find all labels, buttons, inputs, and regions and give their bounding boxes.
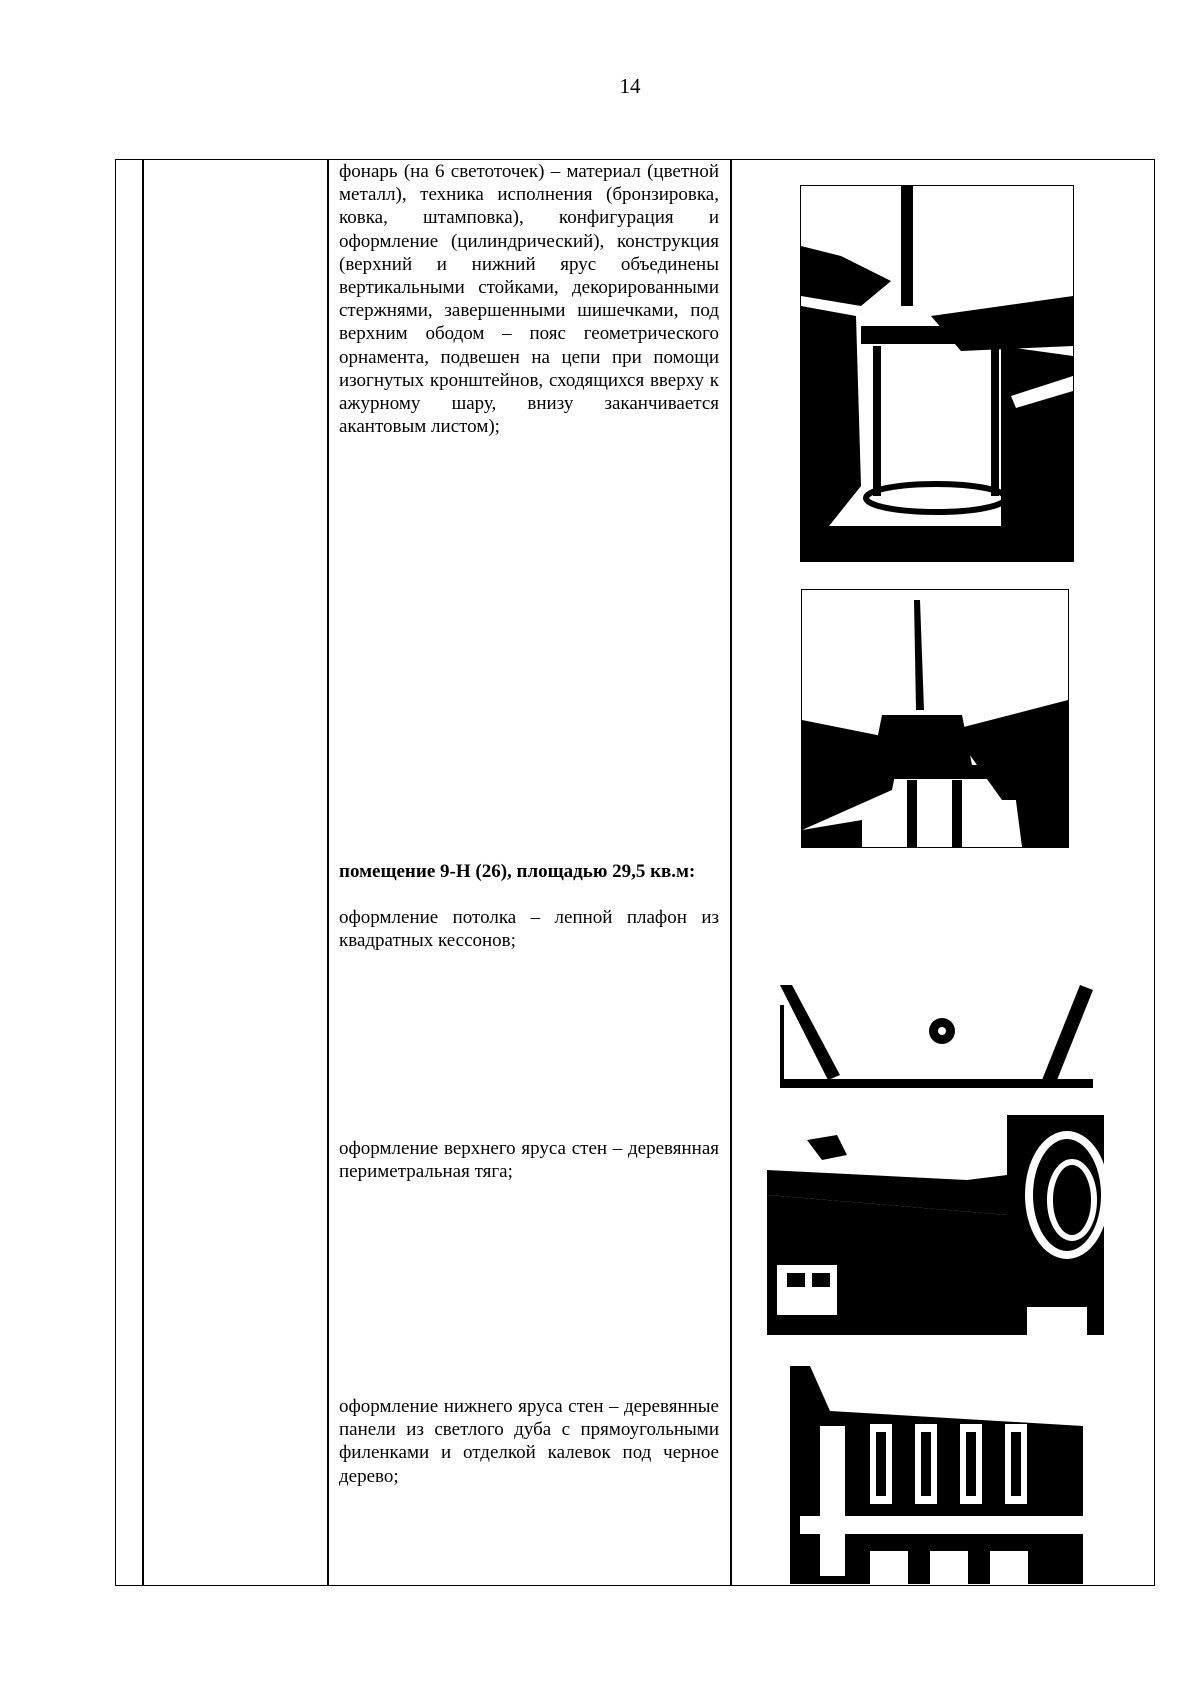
page-number: 14 xyxy=(619,74,641,98)
lantern-description: фонарь (на 6 светоточек) – материал (цветной металл), техника исполнения (бронзировка, ковка, штамповка), конфигурация и оформление (цилиндрический), конструкция (верхний и нижний ярус объединены вертикальными стойками, декорированными стержнями, завершенными шишечками, под верхним ободом – пояс геометрического орнамента, подвешен на цепи при помощи изогнутых кронштейнов, сходящихся вверху к ажурному шару, внизу заканчивается акантовым листом); xyxy=(339,161,719,438)
lower-walls-photo xyxy=(790,1366,1083,1584)
lantern-photo-1 xyxy=(800,185,1074,562)
ceiling-photo xyxy=(780,985,1093,1088)
column-divider xyxy=(327,159,329,1586)
column-divider xyxy=(730,159,732,1586)
lower-walls-description: оформление нижнего яруса стен – деревянные панели из светлого дуба с прямоугольными филенками и отделкой калевок под черное дерево; xyxy=(339,1396,719,1487)
upper-walls-description: оформление верхнего яруса стен – деревянная периметральная тяга; xyxy=(339,1138,719,1183)
room-heading: помещение 9-Н (26), площадью 29,5 кв.м: xyxy=(339,861,696,882)
lantern-photo-2 xyxy=(801,589,1069,848)
upper-walls-photo xyxy=(767,1115,1104,1335)
ceiling-description: оформление потолка – лепной плафон из квадратных кессонов; xyxy=(339,907,719,952)
column-divider xyxy=(142,159,144,1586)
